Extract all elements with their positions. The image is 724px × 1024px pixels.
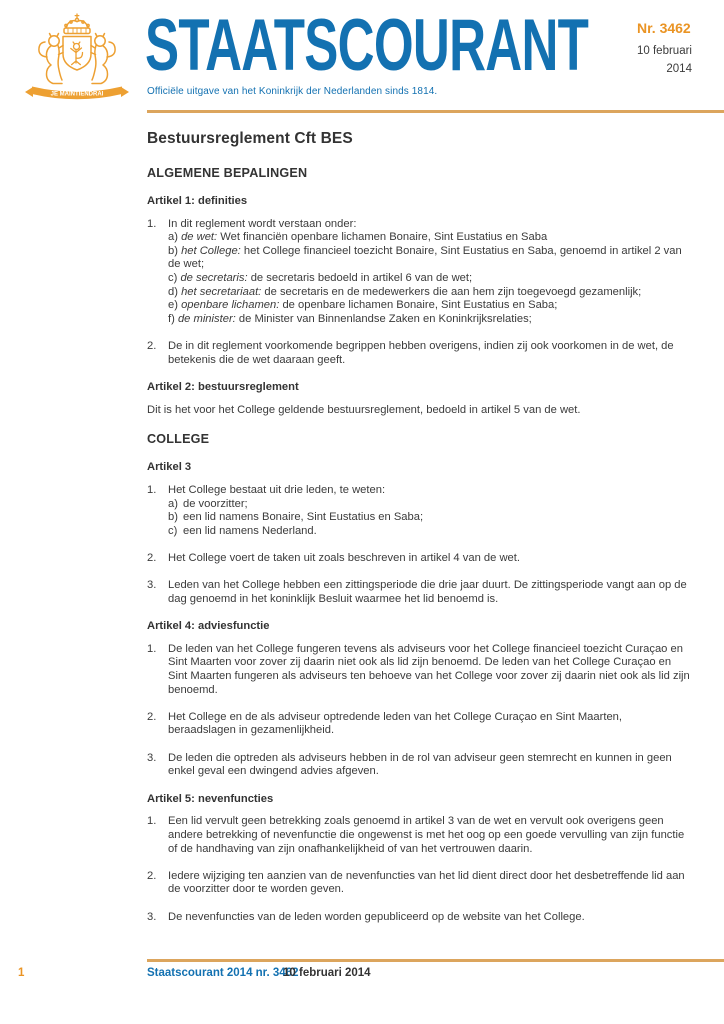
paragraph: Dit is het voor het College geldende bestuursreglement, bedoeld in artikel 5 van de wet. — [147, 403, 581, 416]
sub-item-term: de wet: — [181, 231, 218, 244]
list-item-number: 2. — [147, 869, 157, 882]
sub-item-term: het College: — [181, 244, 241, 257]
document-body — [147, 129, 690, 938]
list-item — [147, 911, 690, 925]
list-item — [147, 218, 690, 327]
page-number: 1 — [18, 967, 25, 979]
list-item-number: 1. — [147, 217, 157, 230]
sub-item-term: de secretaris: — [180, 271, 248, 284]
list-item-text: Iedere wijziging ten aanzien van de nevenfuncties van het lid dient direct door het desbetreffende lid aan de voorzitter door te worden geven. — [168, 869, 685, 896]
sub-item-label: a) — [168, 497, 178, 510]
list-item-text: De leden van het College fungeren tevens als adviseurs voor het College financieel toezicht Curaçao en Sint Maarten voor zover zij daarin niet ook als lid zijn benoemd. De leden van het College Curaçao en Sint Maarten fungeren als adviseurs ten behoeve van het College voor zover zij daarin niet ook als lid zijn benoemd. — [168, 642, 690, 696]
list-item-number: 3. — [147, 751, 157, 764]
sub-item-term: het secretariaat: — [181, 285, 262, 298]
list-item — [147, 643, 690, 697]
list-item — [147, 815, 690, 856]
sub-item-term: de minister: — [177, 312, 236, 325]
coat-of-arms-graphic — [18, 8, 136, 106]
sub-item: c) de secretaris: de secretaris bedoeld in artikel 6 van de wet; — [168, 271, 473, 284]
list-item-number: 1. — [147, 642, 157, 655]
list-item-number: 2. — [147, 710, 157, 723]
sub-item: a) de voorzitter; — [168, 497, 248, 510]
sub-item-label: d) — [168, 285, 178, 298]
list-item-number: 1. — [147, 815, 157, 828]
list-item-number: 2. — [147, 339, 157, 352]
list-item — [147, 552, 690, 566]
sub-item-label: a) — [168, 231, 178, 244]
issue-date: 10 februari — [637, 45, 692, 57]
list-item-text: De leden die optreden als adviseurs hebben in de rol van adviseur geen stemrecht en kunnen in geen enkel geval een dwingend advies afgeven. — [168, 751, 672, 778]
list-item-text: In dit reglement wordt verstaan onder: a) de wet: Wet financiën openbare lichamen Bonaire, Sint Eustatius en Saba b) het College: het College financieel toezicht Bonaire, Sint Eustatius en Saba, genoemd in artikel 2 van de wet; c) de secretaris: de secretaris bedoeld in artikel 6 van de wet; d) het secretariaat: de secretaris en de medewerkers die aan hem zijn toegevoegd gezamenlijk; e) openbare lichamen: de openbare lichamen Bonaire, Sint Eustatius en Saba; f) de minister: de Minister van Binnenlandse Zaken en Koninkrijksrelaties; — [168, 218, 690, 327]
list-item-number: 1. — [147, 483, 157, 496]
footer-publication: Staatscourant 2014 nr. 3462 — [147, 967, 299, 979]
footer-rule — [147, 959, 724, 962]
sub-item: b) een lid namens Bonaire, Sint Eustatius en Saba; — [168, 511, 424, 524]
article-heading: Artikel 1: definities — [147, 195, 248, 207]
motto-ribbon — [25, 87, 129, 100]
sub-item-label: e) — [168, 299, 178, 312]
sub-item: e) openbare lichamen: de openbare lichamen Bonaire, Sint Eustatius en Saba; — [168, 299, 558, 312]
sub-item-label: b) — [168, 244, 178, 257]
shield-lion-icon — [71, 42, 83, 65]
lion-supporter-right-icon — [91, 34, 115, 84]
chapter-heading: ALGEMENE BEPALINGEN — [147, 166, 308, 180]
issue-date-block — [637, 36, 692, 75]
list-item-text: Een lid vervult geen betrekking zoals genoemd in artikel 3 van de wet en vervult ook overigens geen andere betrekking of nevenfunctie die ongewenst is met het oog op een goede vervulling van zijn functie of de handhaving van zijn onafhankelijkheid of van het vertrouwen daarin. — [168, 815, 685, 855]
article-heading: Artikel 4: adviesfunctie — [147, 620, 270, 633]
list-item-number: 3. — [147, 579, 157, 592]
list-item-text: De in dit reglement voorkomende begrippen hebben overigens, indien zij ook voorkomen in de wet, de betekenis die de wet daaraan geeft. — [168, 339, 674, 366]
list-item-text: Leden van het College hebben een zittingsperiode die drie jaar duurt. De zittingsperiode vangt aan op de dag genoemd in het koninklijk Besluit waarmee het lid benoemd is. — [168, 579, 687, 605]
document-title: Bestuursreglement Cft BES — [147, 130, 353, 147]
list-item-number: 2. — [147, 551, 157, 564]
masthead-title: STAATSCOURANT — [145, 5, 589, 86]
lion-supporter-left-icon — [39, 34, 63, 84]
shield-icon — [63, 37, 91, 71]
issue-year: 2014 — [666, 63, 692, 75]
list-item — [147, 484, 690, 538]
sub-item: b) het College: het College financieel toezicht Bonaire, Sint Eustatius en Saba, genoemd in artikel 2 van de wet; — [168, 244, 682, 271]
sub-item-term: openbare lichamen: — [181, 299, 280, 312]
list-item — [147, 752, 690, 779]
list-item — [147, 579, 690, 606]
sub-item: c) een lid namens Nederland. — [168, 524, 317, 537]
masthead-subtitle: Officiële uitgave van het Koninkrijk der Nederlanden sinds 1814. — [147, 86, 438, 97]
chapter-heading: COLLEGE — [147, 432, 210, 447]
sub-item-label: f) — [168, 312, 175, 325]
sub-item-label: c) — [168, 271, 178, 284]
list-item — [147, 711, 690, 738]
list-item-text: Het College en de als adviseur optredende leden van het College Curaçao en Sint Maarten, beraadslagen in gezamenlijkheid. — [168, 710, 623, 737]
list-item-text: Het College bestaat uit drie leden, te weten: a) de voorzitter; b) een lid namens Bonaire, Sint Eustatius en Saba; c) een lid namens Nederland. — [168, 484, 690, 538]
sub-item-label: b) — [168, 511, 178, 524]
coat-of-arms-logo — [18, 8, 136, 106]
article-heading: Artikel 2: bestuursreglement — [147, 381, 299, 394]
sub-item: f) de minister: de Minister van Binnenlandse Zaken en Koninkrijksrelaties; — [168, 312, 532, 325]
article-heading: Artikel 5: nevenfuncties — [147, 792, 274, 805]
list-item — [147, 870, 690, 897]
sub-item: d) het secretariaat: de secretaris en de medewerkers die aan hem zijn toegevoegd gezamenlijk; — [168, 285, 642, 298]
issue-number: Nr. 3462 — [637, 20, 691, 36]
footer-date: 10 februari 2014 — [283, 967, 371, 979]
article-heading: Artikel 3 — [147, 461, 192, 474]
document-blocks — [147, 165, 690, 924]
list-item-text: De nevenfuncties van de leden worden gepubliceerd op de website van het College. — [168, 910, 585, 923]
motto-text: JE MAINTIENDRAI — [50, 91, 104, 98]
header-rule — [147, 110, 724, 113]
list-item — [147, 340, 690, 367]
crown-icon — [64, 14, 90, 34]
sub-item: a) de wet: Wet financiën openbare lichamen Bonaire, Sint Eustatius en Saba — [168, 231, 548, 244]
list-item-number: 3. — [147, 910, 157, 923]
issue-info — [637, 20, 692, 77]
sub-item-label: c) — [168, 524, 178, 537]
list-item-text: Het College voert de taken uit zoals beschreven in artikel 4 van de wet. — [168, 551, 520, 564]
